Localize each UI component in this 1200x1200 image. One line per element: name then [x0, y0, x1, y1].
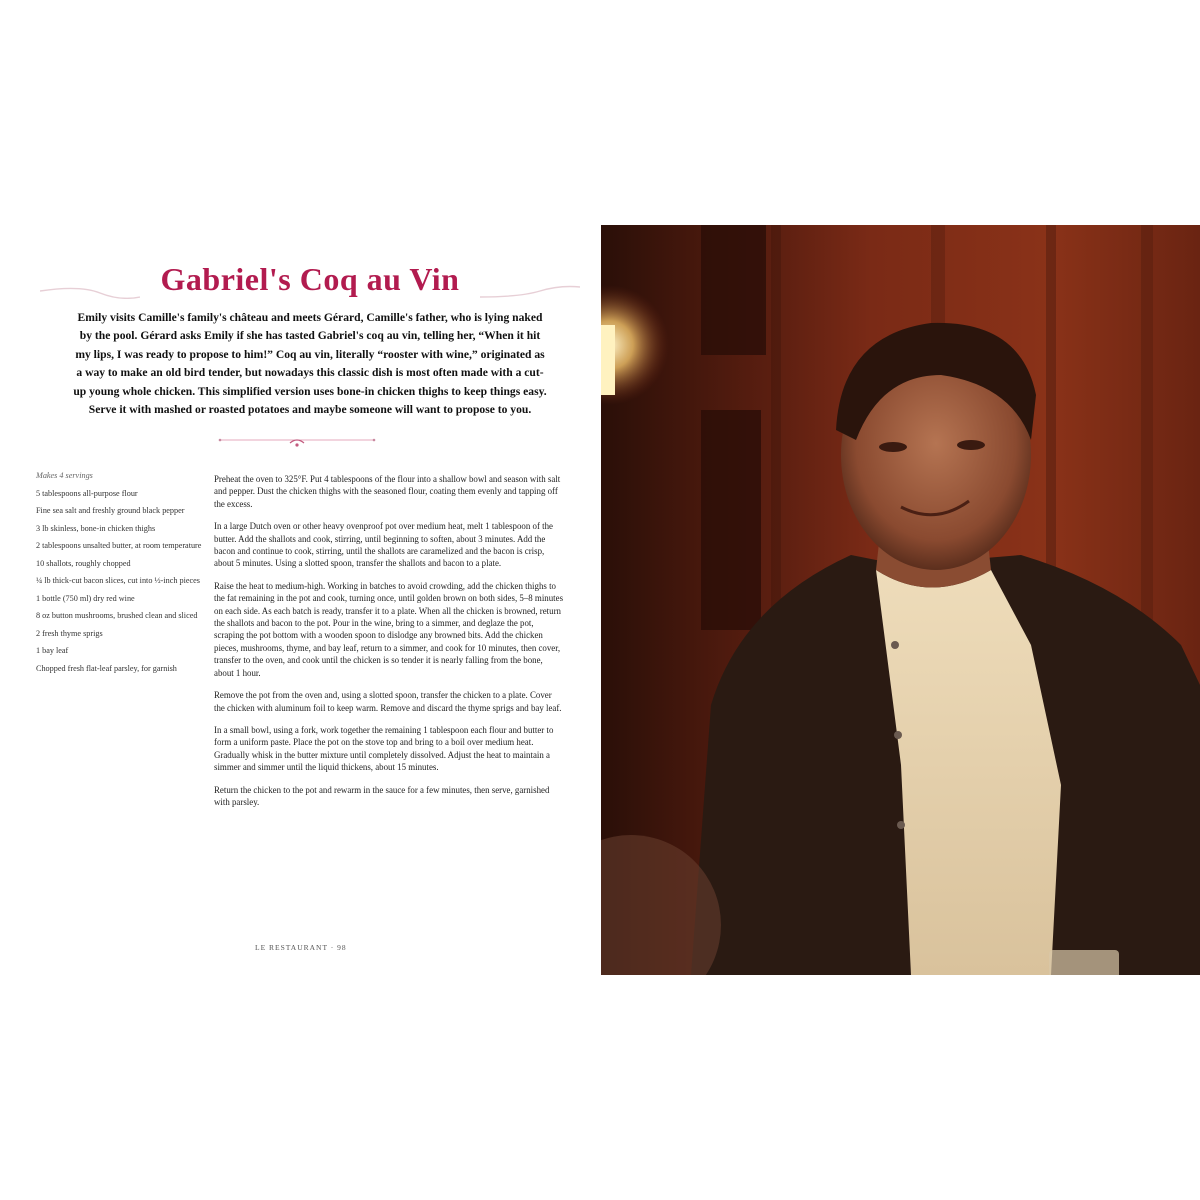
ingredient-item: 2 tablespoons unsalted butter, at room temperature [36, 541, 202, 550]
ingredient-item: 3 lb skinless, bone-in chicken thighs [36, 523, 156, 533]
right-swash-ornament [480, 285, 580, 299]
ingredient-item: 1 bay leaf [36, 646, 69, 655]
title-block [40, 261, 580, 311]
ingredient-item: Chopped fresh flat-leaf parsley, for garnish [36, 663, 177, 673]
recipe-intro: Emily visits Camille's family's château and meets Gérard, Camille's father, who is lying naked by the pool. Gérard asks Emily if she has tasted Gabriel's coq au vin, telling her, “When it hit my lips, I was ready to propose to him!” Coq au vin, literally “rooster with wine,” originated as a way to make an old bird tender, but nowadays this classic dish is most often made with a cut-up young whole chicken. This simplified version uses bone-in chicken thighs to keep things easy. Serve it with mashed or roasted potatoes and maybe someone will want to propose to you. [73, 311, 547, 417]
ingredient-item: 8 oz button mushrooms, brushed clean and sliced [36, 611, 198, 620]
recipe-title: Gabriel's Coq au Vin [160, 261, 460, 297]
method-step: Return the chicken to the pot and rewarm in the sauce for a few minutes, then serve, garnished with parsley. [214, 784, 550, 807]
ingredients-list [36, 471, 206, 681]
servings-label: Makes 4 servings [36, 471, 93, 480]
photo-page [601, 225, 1200, 975]
method-steps [214, 473, 564, 818]
method-step: In a small bowl, using a fork, work together the remaining 1 tablespoon each flour and butter to form a uniform paste. Place the pot on the stove top and bring to a boil over medium heat. Gradually whisk in the butter mixture until completely dissolved. Adjust the heat to maintain a simmer and simmer until the liquid thickens, about 15 minutes. [214, 724, 554, 773]
ingredient-item: 2 fresh thyme sprigs [36, 628, 103, 638]
ingredient-item: 1 bottle (750 ml) dry red wine [36, 593, 135, 603]
method-step: In a large Dutch oven or other heavy ovenproof pot over medium heat, melt 1 tablespoon of the butter. Add the shallots and cook, stirring, until beginning to soften, about 3 minutes. Add the bacon and continue to cook, stirring, until the shallots are caramelized and the bacon is crisp, about 5 minutes. Using a slotted spoon, transfer the shallots and bacon to a plate. [214, 521, 553, 569]
page-folio: LE RESTAURANT · 98 [255, 943, 347, 952]
method-step: Preheat the oven to 325°F. Put 4 tablespoons of the flour into a shallow bowl and season with salt and pepper. Dust the chicken thighs with the seasoned flour, coating them evenly and tapping off the excess. [214, 474, 561, 509]
book-spread [0, 225, 1200, 975]
method-step: Remove the pot from the oven and, using a slotted spoon, transfer the chicken to a plate. Cover the chicken with aluminum foil to keep warm. Remove and discard the thyme sprigs and bay leaf. [214, 690, 562, 713]
character-photo [601, 225, 1200, 975]
recipe-page [0, 225, 600, 975]
ingredient-item: Fine sea salt and freshly ground black pepper [36, 506, 185, 515]
ingredient-item: 10 shallots, roughly chopped [36, 558, 131, 568]
flourish-divider-icon [218, 435, 376, 449]
ingredient-item: ¼ lb thick-cut bacon slices, cut into ½-inch pieces [36, 576, 200, 585]
method-step: Raise the heat to medium-high. Working in batches to avoid crowding, add the chicken thighs to the fat remaining in the pot and cook, turning once, until golden brown on both sides, 5–8 minutes on each side. As each batch is ready, transfer it to a plate. When all the chicken is browned, return the shallots and bacon to the pot. Pour in the wine, bring to a simmer, and deglaze the pot, scraping the pot bottom with a wooden spoon to dislodge any browned bits. Add the chicken pieces, mushrooms, thyme, and bay leaf, return to a simmer, and cook for 10 minutes, then cover, transfer to the oven, and cook until the chicken is so tender it is nearly falling from the bone, about 1 hour. [214, 580, 564, 678]
ingredient-item: 5 tablespoons all-purpose flour [36, 488, 138, 498]
